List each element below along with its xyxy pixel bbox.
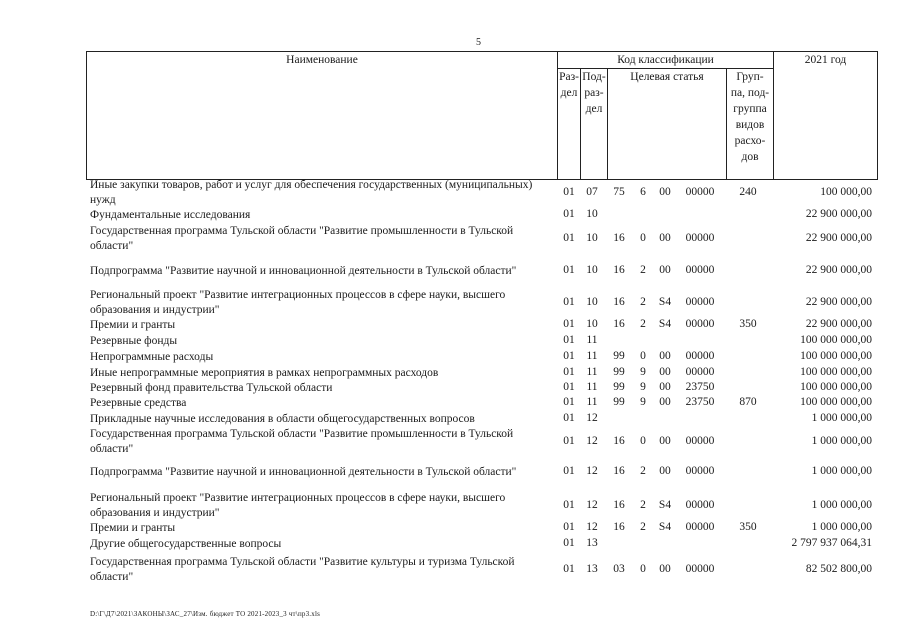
code-razdel: 01 bbox=[563, 186, 575, 198]
code-target-2: 9 bbox=[640, 381, 646, 393]
file-path-footer: D:\Г\Д7\2021\ЗАКОНЫ\ЗАС_27\Изм. бюджет ТО 2021-2023_3 чт\пр3.xls bbox=[90, 610, 321, 618]
code-target-2: 6 bbox=[640, 186, 646, 198]
code-target-4: 23750 bbox=[685, 381, 715, 393]
row-name: Подпрограмма "Развитие научной и инновационной деятельности в Тульской области" bbox=[90, 265, 517, 277]
code-target-2: 0 bbox=[640, 232, 646, 244]
row-amount: 22 900 000,00 bbox=[805, 232, 872, 244]
code-target-3: 00 bbox=[659, 381, 671, 393]
code-podrazdel: 10 bbox=[586, 296, 598, 308]
row-name: Резервные фонды bbox=[90, 335, 178, 347]
code-target-4: 00000 bbox=[685, 350, 715, 362]
code-target-3: 00 bbox=[659, 350, 671, 362]
row-amount: 82 502 800,00 bbox=[805, 563, 872, 575]
code-target-3: 00 bbox=[659, 366, 671, 378]
code-target-3: 00 bbox=[659, 186, 671, 198]
code-razdel: 01 bbox=[563, 318, 575, 330]
code-target-4: 00000 bbox=[685, 232, 715, 244]
code-podrazdel: 13 bbox=[586, 537, 598, 549]
code-target-1: 99 bbox=[613, 396, 625, 408]
code-target-3: S4 bbox=[658, 521, 672, 533]
row-name: Региональный проект "Развитие интеграционных процессов в сфере науки, высшего образования и индустрии" bbox=[90, 492, 506, 519]
code-target-3: 00 bbox=[659, 563, 671, 575]
code-podrazdel: 13 bbox=[586, 563, 598, 575]
code-target-3: 00 bbox=[659, 264, 671, 276]
row-amount: 1 000 000,00 bbox=[811, 521, 872, 533]
row-amount: 1 000 000,00 bbox=[811, 465, 872, 477]
code-razdel: 01 bbox=[563, 264, 575, 276]
row-name: Иные закупки товаров, работ и услуг для обеспечения государственных (муниципальных) нужд bbox=[90, 179, 533, 206]
code-podrazdel: 11 bbox=[586, 381, 598, 393]
code-podrazdel: 10 bbox=[586, 318, 598, 330]
code-target-2: 2 bbox=[640, 465, 646, 477]
code-razdel: 01 bbox=[563, 232, 575, 244]
header-target: Целевая статья bbox=[608, 69, 727, 180]
code-razdel: 01 bbox=[563, 296, 575, 308]
row-name: Другие общегосударственные вопросы bbox=[90, 538, 282, 550]
code-target-3: S4 bbox=[658, 296, 672, 308]
code-podrazdel: 12 bbox=[586, 435, 598, 447]
code-target-1: 99 bbox=[613, 366, 625, 378]
header-group: Груп- па, под- группа видов расхо- дов bbox=[727, 69, 774, 180]
code-target-4: 00000 bbox=[685, 296, 715, 308]
header-podrazdel: Под- раз- дел bbox=[581, 69, 608, 180]
code-podrazdel: 11 bbox=[586, 350, 598, 362]
code-podrazdel: 10 bbox=[586, 232, 598, 244]
code-razdel: 01 bbox=[563, 412, 575, 424]
code-podrazdel: 12 bbox=[586, 499, 598, 511]
header-code: Код классификации bbox=[558, 52, 774, 69]
code-razdel: 01 bbox=[563, 435, 575, 447]
code-podrazdel: 07 bbox=[586, 186, 598, 198]
row-amount: 100 000 000,00 bbox=[800, 396, 872, 408]
row-amount: 1 000 000,00 bbox=[811, 435, 872, 447]
header-razdel: Раз- дел bbox=[558, 69, 581, 180]
code-razdel: 01 bbox=[563, 537, 575, 549]
code-target-2: 2 bbox=[640, 521, 646, 533]
code-target-1: 16 bbox=[613, 435, 625, 447]
code-target-1: 16 bbox=[613, 499, 625, 511]
code-podrazdel: 12 bbox=[586, 521, 598, 533]
code-target-4: 00000 bbox=[685, 499, 715, 511]
row-amount: 100 000 000,00 bbox=[800, 350, 872, 362]
code-target-4: 00000 bbox=[685, 563, 715, 575]
row-amount: 22 900 000,00 bbox=[805, 296, 872, 308]
code-razdel: 01 bbox=[563, 465, 575, 477]
code-podrazdel: 11 bbox=[586, 366, 598, 378]
code-target-1: 16 bbox=[613, 264, 625, 276]
code-target-2: 0 bbox=[640, 350, 646, 362]
row-name: Прикладные научные исследования в области общегосударственных вопросов bbox=[90, 413, 475, 425]
code-podrazdel: 11 bbox=[586, 334, 598, 346]
page-number: 5 bbox=[476, 37, 481, 48]
code-razdel: 01 bbox=[563, 334, 575, 346]
row-name: Иные непрограммные мероприятия в рамках непрограммных расходов bbox=[90, 367, 439, 379]
row-amount: 1 000 000,00 bbox=[811, 412, 872, 424]
code-target-2: 2 bbox=[640, 296, 646, 308]
code-razdel: 01 bbox=[563, 396, 575, 408]
code-target-1: 16 bbox=[613, 465, 625, 477]
code-target-1: 03 bbox=[613, 563, 625, 575]
header-name: Наименование bbox=[87, 52, 558, 180]
row-name: Фундаментальные исследования bbox=[90, 209, 251, 221]
code-target-3: 00 bbox=[659, 396, 671, 408]
table-header bbox=[86, 51, 878, 180]
code-podrazdel: 10 bbox=[586, 264, 598, 276]
code-group: 870 bbox=[739, 396, 757, 408]
code-target-2: 9 bbox=[640, 366, 646, 378]
row-name: Резервные средства bbox=[90, 397, 187, 409]
code-target-2: 2 bbox=[640, 499, 646, 511]
code-razdel: 01 bbox=[563, 521, 575, 533]
row-amount: 100 000 000,00 bbox=[800, 366, 872, 378]
row-amount: 2 797 937 064,31 bbox=[791, 537, 872, 549]
code-razdel: 01 bbox=[563, 350, 575, 362]
code-razdel: 01 bbox=[563, 381, 575, 393]
code-target-4: 00000 bbox=[685, 186, 715, 198]
code-group: 240 bbox=[739, 186, 757, 198]
row-name: Резервный фонд правительства Тульской области bbox=[90, 382, 333, 394]
code-target-3: 00 bbox=[659, 465, 671, 477]
code-target-1: 16 bbox=[613, 296, 625, 308]
code-target-2: 0 bbox=[640, 435, 646, 447]
code-podrazdel: 11 bbox=[586, 396, 598, 408]
code-target-2: 0 bbox=[640, 563, 646, 575]
code-group: 350 bbox=[739, 521, 757, 533]
code-target-1: 16 bbox=[613, 232, 625, 244]
code-target-4: 00000 bbox=[685, 318, 715, 330]
code-podrazdel: 10 bbox=[586, 208, 598, 220]
code-target-3: S4 bbox=[658, 499, 672, 511]
code-target-1: 99 bbox=[613, 381, 625, 393]
row-name: Региональный проект "Развитие интеграционных процессов в сфере науки, высшего образования и индустрии" bbox=[90, 289, 506, 316]
code-razdel: 01 bbox=[563, 208, 575, 220]
code-target-1: 16 bbox=[613, 318, 625, 330]
code-razdel: 01 bbox=[563, 563, 575, 575]
code-target-4: 00000 bbox=[685, 435, 715, 447]
code-razdel: 01 bbox=[563, 366, 575, 378]
code-target-1: 16 bbox=[613, 521, 625, 533]
row-name: Государственная программа Тульской области "Развитие культуры и туризма Тульской области" bbox=[90, 556, 515, 583]
code-target-1: 99 bbox=[613, 350, 625, 362]
row-name: Премии и гранты bbox=[90, 319, 176, 331]
header-year: 2021 год bbox=[774, 52, 878, 180]
row-name: Непрограммные расходы bbox=[90, 351, 214, 363]
code-target-4: 23750 bbox=[685, 396, 715, 408]
row-amount: 22 900 000,00 bbox=[805, 208, 872, 220]
code-target-2: 9 bbox=[640, 396, 646, 408]
code-target-4: 00000 bbox=[685, 366, 715, 378]
row-amount: 1 000 000,00 bbox=[811, 499, 872, 511]
code-target-4: 00000 bbox=[685, 264, 715, 276]
code-target-4: 00000 bbox=[685, 465, 715, 477]
row-amount: 100 000,00 bbox=[820, 186, 872, 198]
code-target-3: 00 bbox=[659, 232, 671, 244]
row-amount: 22 900 000,00 bbox=[805, 264, 872, 276]
row-amount: 100 000 000,00 bbox=[800, 381, 872, 393]
row-name: Государственная программа Тульской области "Развитие промышленности в Тульской области" bbox=[90, 225, 514, 252]
code-target-4: 00000 bbox=[685, 521, 715, 533]
code-podrazdel: 12 bbox=[586, 412, 598, 424]
row-amount: 22 900 000,00 bbox=[805, 318, 872, 330]
code-target-1: 75 bbox=[613, 186, 625, 198]
code-target-2: 2 bbox=[640, 318, 646, 330]
code-target-3: 00 bbox=[659, 435, 671, 447]
code-razdel: 01 bbox=[563, 499, 575, 511]
code-target-2: 2 bbox=[640, 264, 646, 276]
row-name: Премии и гранты bbox=[90, 522, 176, 534]
row-amount: 100 000 000,00 bbox=[800, 334, 872, 346]
code-podrazdel: 12 bbox=[586, 465, 598, 477]
code-target-3: S4 bbox=[658, 318, 672, 330]
row-name: Подпрограмма "Развитие научной и инновационной деятельности в Тульской области" bbox=[90, 466, 517, 478]
row-name: Государственная программа Тульской области "Развитие промышленности в Тульской области" bbox=[90, 428, 514, 455]
code-group: 350 bbox=[739, 318, 757, 330]
